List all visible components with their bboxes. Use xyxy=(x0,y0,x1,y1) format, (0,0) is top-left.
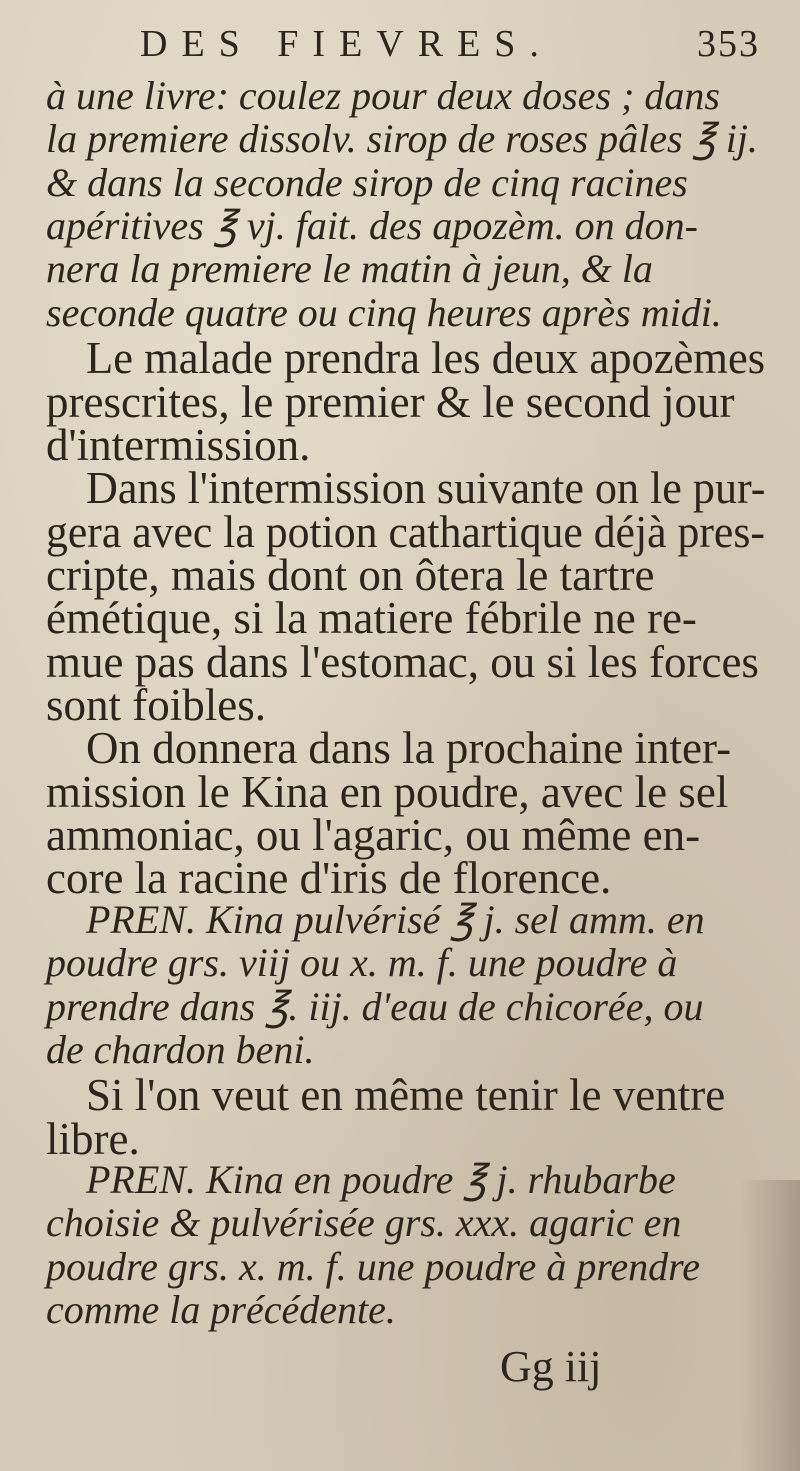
text-line: mission le Kina en poudre, avec le sel xyxy=(46,766,729,817)
text-line: d'intermission. xyxy=(46,419,311,470)
running-head xyxy=(140,12,760,76)
text-line: prescrites, le premier & le second jour xyxy=(46,376,735,427)
text-line: poudre grs. x. m. f. une poudre à prendre xyxy=(46,1243,700,1289)
text-line: ammoniac, ou l'agaric, ou même en- xyxy=(46,810,701,861)
text-line: cripte, mais dont on ôtera le tartre xyxy=(46,549,655,600)
page-number: 353 xyxy=(697,23,760,65)
text-line: prendre dans ℥. iij. d'eau de chicorée, ou xyxy=(46,983,704,1029)
text-line: PREN. Kina en poudre ℥ j. rhubarbe xyxy=(86,1156,676,1202)
text-line: seconde quatre ou cinq heures après midi. xyxy=(46,289,722,335)
text-line: à une livre: coulez pour deux doses ; dans xyxy=(46,73,720,118)
text-line: PREN. Kina pulvérisé ℥ j. sel amm. en xyxy=(86,896,705,942)
text-line: Si l'on veut en même tenir le ventre xyxy=(86,1070,726,1121)
text-line: nera la premiere le matin à jeun, & la xyxy=(46,246,653,292)
text-line: choisie & pulvérisée grs. xxx. agaric en xyxy=(46,1200,682,1246)
text-line: core la racine d'iris de florence. xyxy=(46,853,612,904)
text-line: libre. xyxy=(46,1113,140,1164)
text-line: apéritives ℥ vj. fait. des apozèm. on don- xyxy=(46,203,698,249)
text-line: & dans la seconde sirop de cinq racines xyxy=(46,159,688,205)
text-line: comme la précédente. xyxy=(46,1287,396,1332)
text-line: de chardon beni. xyxy=(46,1026,315,1072)
text-line: Dans l'intermission suivante on le pur- xyxy=(86,463,766,514)
text-line: émétique, si la matiere fébrile ne re- xyxy=(46,593,697,644)
text-line: gera avec la potion cathartique déjà pres- xyxy=(46,506,765,557)
running-head-title: DES FIEVRES. xyxy=(140,23,553,65)
text-line: la premiere dissolv. sirop de roses pâles ℥ ij. xyxy=(46,116,758,162)
text-line: mue pas dans l'estomac, ou si les forces xyxy=(46,636,759,687)
page-edge-shadow xyxy=(740,1180,800,1471)
catchword-signature: Gg iij xyxy=(500,1342,602,1391)
text-line: Le malade prendra les deux apozèmes xyxy=(86,333,766,384)
text-line: On donnera dans la prochaine inter- xyxy=(86,723,732,774)
text-line: poudre grs. viij ou x. m. f. une poudre à xyxy=(46,940,678,986)
text-line: sont foibles. xyxy=(46,680,266,730)
